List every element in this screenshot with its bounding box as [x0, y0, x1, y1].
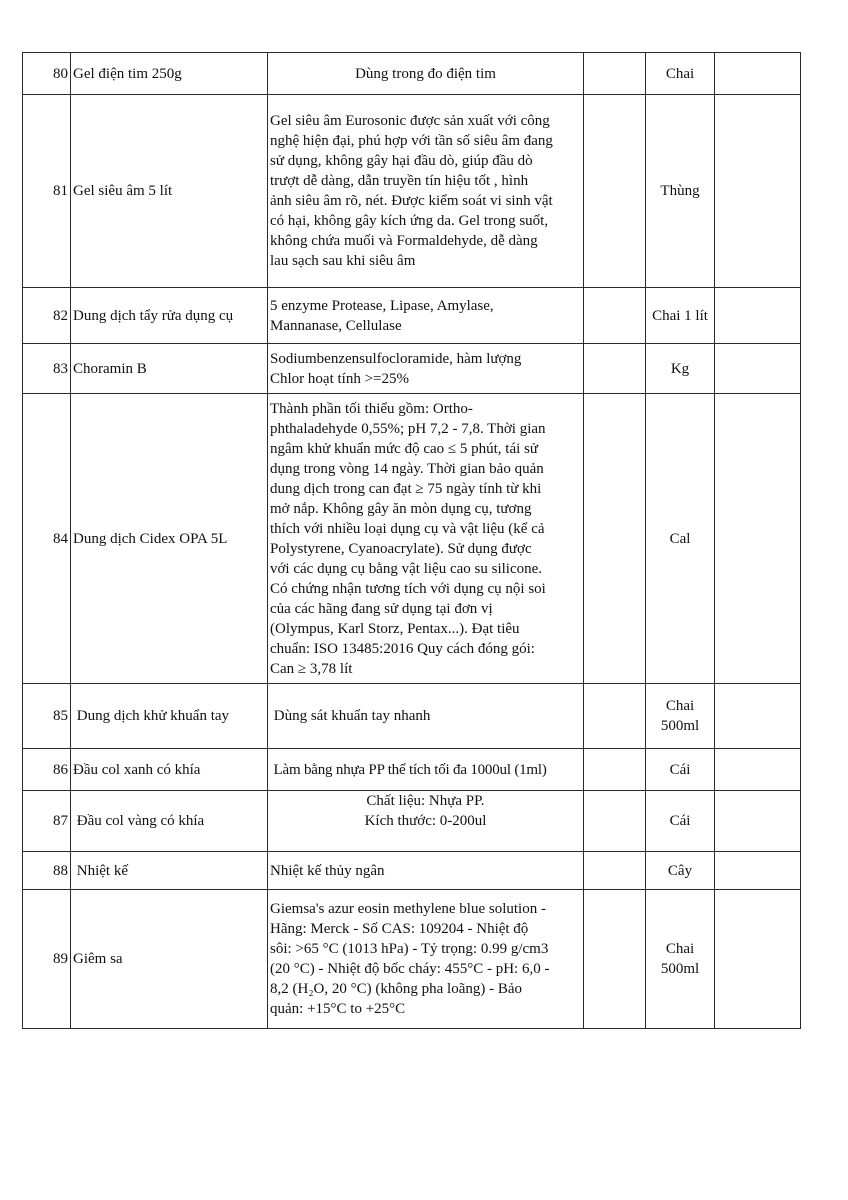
item-unit: Cái [646, 791, 715, 852]
item-name: Dung dịch tẩy rửa dụng cụ [71, 288, 268, 344]
item-name: Gel siêu âm 5 lít [71, 95, 268, 288]
table-row [23, 288, 801, 344]
item-description [268, 344, 584, 394]
item-quantity [584, 288, 646, 344]
supply-table [22, 52, 801, 1029]
item-note [715, 749, 801, 791]
table-row [23, 791, 801, 852]
item-note [715, 288, 801, 344]
item-note [715, 852, 801, 890]
table-row [23, 852, 801, 890]
item-name: Dung dịch khử khuẩn tay [71, 684, 268, 749]
item-quantity [584, 684, 646, 749]
row-number: 81 [23, 95, 71, 288]
description-text: Gel siêu âm Eurosonic được sản xuất với công nghệ hiện đại, phú hợp với tần số siêu âm đang sử dụng, không gây hại đầu dò, giúp đầu dò trượt dễ dàng, dẫn truyền tín hiệu tốt , hình ảnh siêu âm rõ, nét. Được kiểm soát vi sinh vật có hại, không gây kích ứng da. Gel trong suốt, không chứa muối và Formaldehyde, dễ dàng lau sạch sau khi siêu âm [270, 113, 553, 269]
item-unit: Chai 1 lít [646, 288, 715, 344]
item-name: Đầu col vàng có khía [71, 791, 268, 852]
item-note [715, 53, 801, 95]
item-note [715, 95, 801, 288]
row-number: 89 [23, 890, 71, 1029]
item-description [268, 684, 584, 749]
table-row [23, 95, 801, 288]
table-body [23, 53, 801, 1029]
item-description [268, 890, 584, 1029]
item-unit: Chai [646, 53, 715, 95]
item-unit: Kg [646, 344, 715, 394]
row-number: 88 [23, 852, 71, 890]
row-number: 80 [23, 53, 71, 95]
item-name: Dung dịch Cidex OPA 5L [71, 394, 268, 684]
table-row [23, 394, 801, 684]
description-text: Giemsa's azur eosin methylene blue solution - Hãng: Merck - Số CAS: 109204 - Nhiệt độ sôi: >65 °C (1013 hPa) - Tỷ trọng: 0.99 g/cm3 (20 °C) - Nhiệt độ bốc cháy: 455°C - pH: 6,0 - 8,2 (H₂O, 20 °C) (không pha loãng) - Bảo quản: +15°C to +25°C [270, 901, 550, 1017]
description-text: Thành phần tối thiểu gồm: Ortho- phthaladehyde 0,55%; pH 7,2 - 7,8. Thời gian ngâm khử khuẩn mức độ cao ≤ 5 phút, tái sử dụng trong vòng 14 ngày. Thời gian bảo quản dung dịch trong can đạt ≥ 75 ngày tính từ khi mở nắp. Không gây ăn mòn dụng cụ, tương thích với nhiều loại dụng cụ và vật liệu (kể cả Polystyrene, Cyanoacrylate). Sử dụng được với các dụng cụ bằng vật liệu cao su silicone. Có chứng nhận tương tích với dụng cụ nội soi của các hãng đang sử dụng tại đơn vị (Olympus, Karl Storz, Pentax...). Đạt tiêu chuẩn: ISO 13485:2016 Quy cách đóng gói: Can ≥ 3,78 lít [270, 400, 546, 677]
description-text: Chất liệu: Nhựa PP. Kích thước: 0-200ul [364, 793, 487, 829]
item-note [715, 394, 801, 684]
item-unit: Chai 500ml [646, 684, 715, 749]
item-quantity [584, 852, 646, 890]
description-text: Dùng trong đo điện tim [355, 65, 496, 82]
row-number: 86 [23, 749, 71, 791]
item-description [268, 288, 584, 344]
description-text: Sodiumbenzensulfocloramide, hàm lượng Chlor hoạt tính >=25% [270, 350, 522, 387]
item-note [715, 791, 801, 852]
item-quantity [584, 53, 646, 95]
item-quantity [584, 95, 646, 288]
row-number: 87 [23, 791, 71, 852]
item-note [715, 344, 801, 394]
row-number: 85 [23, 684, 71, 749]
row-number: 82 [23, 288, 71, 344]
description-text: Nhiệt kế thủy ngân [270, 862, 385, 879]
item-name: Nhiệt kế [71, 852, 268, 890]
description-text: Dùng sát khuẩn tay nhanh [270, 708, 431, 724]
item-name: Giêm sa [71, 890, 268, 1029]
table-row [23, 684, 801, 749]
item-name: Đầu col xanh có khía [71, 749, 268, 791]
item-quantity [584, 791, 646, 852]
item-description [268, 791, 584, 852]
item-description [268, 394, 584, 684]
item-name: Gel điện tim 250g [71, 53, 268, 95]
item-note [715, 890, 801, 1029]
item-quantity [584, 890, 646, 1029]
item-name: Choramin B [71, 344, 268, 394]
item-unit: Cal [646, 394, 715, 684]
description-text: Làm bằng nhựa PP thể tích tối đa 1000ul (1ml) [270, 761, 547, 778]
item-quantity [584, 344, 646, 394]
row-number: 83 [23, 344, 71, 394]
item-note [715, 684, 801, 749]
row-number: 84 [23, 394, 71, 684]
item-quantity [584, 394, 646, 684]
item-unit: Cây [646, 852, 715, 890]
item-description [268, 749, 584, 791]
item-description [268, 852, 584, 890]
description-text: 5 enzyme Protease, Lipase, Amylase, Mannanase, Cellulase [270, 297, 494, 334]
table-row [23, 749, 801, 791]
item-unit: Chai 500ml [646, 890, 715, 1029]
item-description [268, 95, 584, 288]
table-row [23, 53, 801, 95]
item-description [268, 53, 584, 95]
table-row [23, 344, 801, 394]
item-unit: Thùng [646, 95, 715, 288]
item-unit: Cái [646, 749, 715, 791]
item-quantity [584, 749, 646, 791]
table-row [23, 890, 801, 1029]
